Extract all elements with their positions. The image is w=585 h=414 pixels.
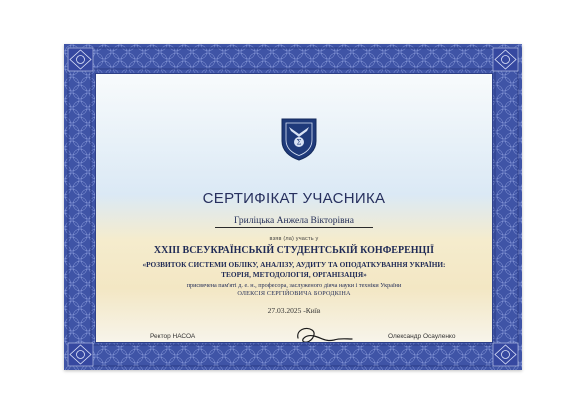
svg-text:Σ: Σ <box>296 138 302 147</box>
conference-theme-line-2: ТЕОРІЯ, МЕТОДОЛОГІЯ, ОРГАНІЗАЦІЯ» <box>221 270 367 279</box>
conference-title: XXIII ВСЕУКРАЇНСЬКІЙ СТУДЕНТСЬКІЙ КОНФЕРЕНЦІЇ <box>153 245 435 256</box>
dedication-line-2: ОЛЕКСІЯ СЕРГІЙОВИЧА БОРОДКІНА <box>237 290 351 297</box>
certificate-title: СЕРТИФІКАТ УЧАСНИКА <box>202 190 386 207</box>
corner-ornament-bottom-left <box>67 342 94 367</box>
signature-icon <box>292 322 356 343</box>
participation-note: взяв (ла) участь у <box>269 236 319 242</box>
conference-theme-line-1: «РОЗВИТОК СИСТЕМИ ОБЛІКУ, АНАЛІЗУ, АУДИТУ ТА ОПОДАТКУВАННЯ УКРАЇНИ: <box>142 260 446 269</box>
dedication-line-1: присвячена пам'яті д. е. н., професора, заслуженого діяча науки і техніки України <box>186 282 402 289</box>
participant-name: Гриліцька Анжела Вікторівна <box>215 216 373 228</box>
university-emblem-icon <box>280 117 318 161</box>
corner-ornament-top-left <box>67 47 94 72</box>
corner-ornament-bottom-right <box>492 342 519 367</box>
certificate-border-frame <box>64 44 522 370</box>
rector-label: Ректор НАСОА <box>150 333 196 340</box>
certificate-body <box>95 73 493 343</box>
date-and-place: 27.03.2025 -Київ <box>267 306 321 315</box>
corner-ornament-top-right <box>492 47 519 72</box>
signer-name: Олександр Осауленко <box>388 333 456 340</box>
